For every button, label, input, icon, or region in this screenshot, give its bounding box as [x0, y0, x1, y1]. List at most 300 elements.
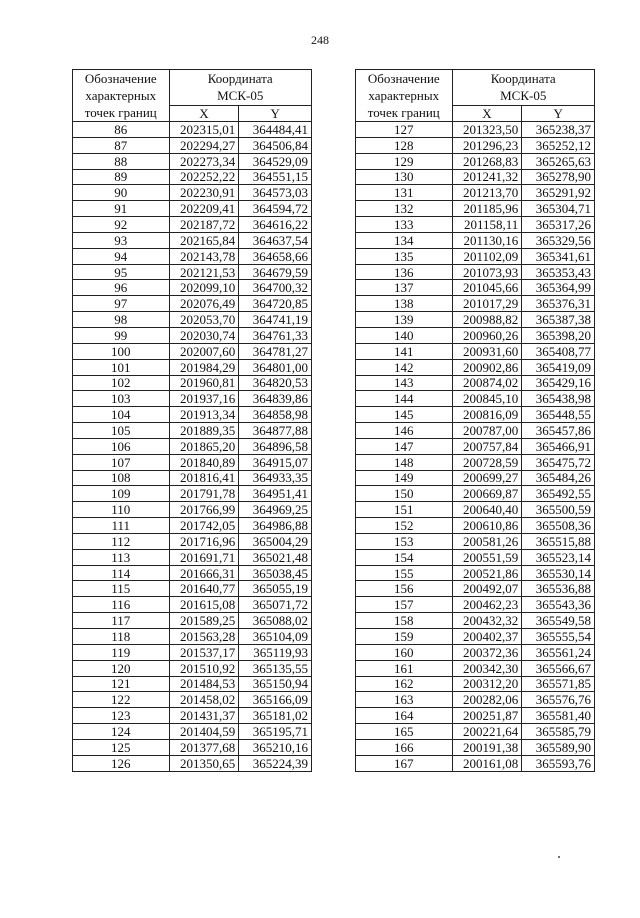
y-cell: 365166,09 [239, 692, 312, 708]
table-row [73, 708, 312, 724]
table-row [73, 739, 312, 755]
point-id-cell: 114 [73, 565, 170, 581]
table-row [356, 248, 595, 264]
point-id-cell: 107 [73, 454, 170, 470]
point-id-cell: 156 [356, 581, 453, 597]
point-id-cell: 104 [73, 407, 170, 423]
table-row [356, 217, 595, 233]
x-cell: 201458,02 [169, 692, 239, 708]
y-cell: 365536,88 [522, 581, 595, 597]
point-id-cell: 96 [73, 280, 170, 296]
x-cell: 201816,41 [169, 470, 239, 486]
x-cell: 200342,30 [452, 660, 522, 676]
point-id-cell: 97 [73, 296, 170, 312]
y-cell: 365364,99 [522, 280, 595, 296]
table-row [356, 549, 595, 565]
y-cell: 364820,53 [239, 375, 312, 391]
table-row [356, 724, 595, 740]
x-cell: 201960,81 [169, 375, 239, 391]
point-id-cell: 91 [73, 201, 170, 217]
x-cell: 200787,00 [452, 423, 522, 439]
point-id-cell: 162 [356, 676, 453, 692]
table-row [356, 597, 595, 613]
table-row [73, 264, 312, 280]
point-id-cell: 152 [356, 518, 453, 534]
table-row [73, 375, 312, 391]
table-row [73, 597, 312, 613]
y-cell: 365224,39 [239, 755, 312, 771]
point-id-cell: 111 [73, 518, 170, 534]
y-cell: 365104,09 [239, 629, 312, 645]
table-row [356, 280, 595, 296]
table-row [73, 454, 312, 470]
page-number: 248 [311, 33, 329, 47]
point-id-cell: 108 [73, 470, 170, 486]
point-id-cell: 117 [73, 613, 170, 629]
x-cell: 202007,60 [169, 343, 239, 359]
table-row [356, 312, 595, 328]
table-row [73, 343, 312, 359]
x-cell: 201510,92 [169, 660, 239, 676]
x-cell: 201130,16 [452, 232, 522, 248]
table-row [356, 533, 595, 549]
y-cell: 365419,09 [522, 359, 595, 375]
x-cell: 200640,40 [452, 502, 522, 518]
table-row [356, 327, 595, 343]
table-row [356, 708, 595, 724]
y-cell: 365543,36 [522, 597, 595, 613]
x-cell: 202121,53 [169, 264, 239, 280]
point-id-cell: 115 [73, 581, 170, 597]
y-cell: 365566,67 [522, 660, 595, 676]
table-row [356, 676, 595, 692]
x-cell: 200221,64 [452, 724, 522, 740]
point-id-cell: 147 [356, 438, 453, 454]
point-id-cell: 146 [356, 423, 453, 439]
y-cell: 364877,88 [239, 423, 312, 439]
table-row [356, 375, 595, 391]
x-cell: 200521,86 [452, 565, 522, 581]
y-cell: 365466,91 [522, 438, 595, 454]
point-id-cell: 103 [73, 391, 170, 407]
x-cell: 201563,28 [169, 629, 239, 645]
x-cell: 200161,08 [452, 755, 522, 771]
y-cell: 365135,55 [239, 660, 312, 676]
table-row [356, 153, 595, 169]
table-row [73, 327, 312, 343]
header-point-label: Обозначение характерных точек границ [73, 70, 170, 122]
x-cell: 200432,32 [452, 613, 522, 629]
table-row [73, 486, 312, 502]
point-id-cell: 155 [356, 565, 453, 581]
y-cell: 364839,86 [239, 391, 312, 407]
table-row [356, 454, 595, 470]
x-cell: 202030,74 [169, 327, 239, 343]
table-row [73, 660, 312, 676]
point-id-cell: 166 [356, 739, 453, 755]
x-cell: 202187,72 [169, 217, 239, 233]
x-cell: 201716,96 [169, 533, 239, 549]
x-cell: 202273,34 [169, 153, 239, 169]
point-id-cell: 116 [73, 597, 170, 613]
table-row [356, 169, 595, 185]
table-row [73, 359, 312, 375]
point-id-cell: 150 [356, 486, 453, 502]
y-cell: 365317,26 [522, 217, 595, 233]
point-id-cell: 110 [73, 502, 170, 518]
y-cell: 364761,33 [239, 327, 312, 343]
point-id-cell: 109 [73, 486, 170, 502]
x-cell: 201589,25 [169, 613, 239, 629]
table-row [73, 518, 312, 534]
point-id-cell: 127 [356, 122, 453, 138]
table-row [73, 581, 312, 597]
table-row [73, 122, 312, 138]
y-cell: 364720,85 [239, 296, 312, 312]
point-id-cell: 102 [73, 375, 170, 391]
point-id-cell: 87 [73, 137, 170, 153]
point-id-cell: 86 [73, 122, 170, 138]
y-cell: 365549,58 [522, 613, 595, 629]
table-row [73, 755, 312, 771]
y-cell: 365119,93 [239, 644, 312, 660]
y-cell: 365181,02 [239, 708, 312, 724]
table-row [356, 185, 595, 201]
x-cell: 201766,99 [169, 502, 239, 518]
point-id-cell: 159 [356, 629, 453, 645]
point-id-cell: 92 [73, 217, 170, 233]
table-row [73, 613, 312, 629]
y-cell: 365341,61 [522, 248, 595, 264]
coordinates-table-left [72, 69, 312, 772]
x-cell: 200402,37 [452, 629, 522, 645]
table-row [356, 201, 595, 217]
table-row [73, 280, 312, 296]
table-row [73, 153, 312, 169]
x-cell: 202143,78 [169, 248, 239, 264]
point-id-cell: 88 [73, 153, 170, 169]
x-cell: 200931,60 [452, 343, 522, 359]
y-cell: 365484,26 [522, 470, 595, 486]
point-id-cell: 90 [73, 185, 170, 201]
x-cell: 201045,66 [452, 280, 522, 296]
x-cell: 201404,59 [169, 724, 239, 740]
y-cell: 364781,27 [239, 343, 312, 359]
x-cell: 202294,27 [169, 137, 239, 153]
y-cell: 365561,24 [522, 644, 595, 660]
header-x: X [169, 105, 239, 121]
header-point-label: Обозначение характерных точек границ [356, 70, 453, 122]
y-cell: 365508,36 [522, 518, 595, 534]
table-row [73, 423, 312, 439]
table-row [356, 391, 595, 407]
point-id-cell: 95 [73, 264, 170, 280]
x-cell: 201865,20 [169, 438, 239, 454]
point-id-cell: 132 [356, 201, 453, 217]
table-row [356, 565, 595, 581]
table-row [356, 438, 595, 454]
y-cell: 365429,16 [522, 375, 595, 391]
table-row [73, 169, 312, 185]
point-id-cell: 154 [356, 549, 453, 565]
y-cell: 365088,02 [239, 613, 312, 629]
x-cell: 201615,08 [169, 597, 239, 613]
table-row [356, 296, 595, 312]
point-id-cell: 123 [73, 708, 170, 724]
y-cell: 364573,03 [239, 185, 312, 201]
point-id-cell: 139 [356, 312, 453, 328]
table-row [73, 217, 312, 233]
y-cell: 365555,54 [522, 629, 595, 645]
x-cell: 202230,91 [169, 185, 239, 201]
point-id-cell: 122 [73, 692, 170, 708]
x-cell: 200728,59 [452, 454, 522, 470]
y-cell: 365252,12 [522, 137, 595, 153]
y-cell: 365492,55 [522, 486, 595, 502]
table-row [73, 407, 312, 423]
x-cell: 201017,29 [452, 296, 522, 312]
y-cell: 364801,00 [239, 359, 312, 375]
point-id-cell: 134 [356, 232, 453, 248]
point-id-cell: 121 [73, 676, 170, 692]
point-id-cell: 164 [356, 708, 453, 724]
y-cell: 365265,63 [522, 153, 595, 169]
point-id-cell: 89 [73, 169, 170, 185]
point-id-cell: 93 [73, 232, 170, 248]
x-cell: 201323,50 [452, 122, 522, 138]
y-cell: 364700,32 [239, 280, 312, 296]
table-row [73, 549, 312, 565]
y-cell: 364986,88 [239, 518, 312, 534]
y-cell: 365376,31 [522, 296, 595, 312]
y-cell: 364658,66 [239, 248, 312, 264]
table-body-right [356, 122, 595, 772]
point-id-cell: 143 [356, 375, 453, 391]
y-cell: 365585,79 [522, 724, 595, 740]
x-cell: 200874,02 [452, 375, 522, 391]
point-id-cell: 101 [73, 359, 170, 375]
x-cell: 200581,26 [452, 533, 522, 549]
y-cell: 365408,77 [522, 343, 595, 359]
x-cell: 200669,87 [452, 486, 522, 502]
table-row [73, 629, 312, 645]
y-cell: 365329,56 [522, 232, 595, 248]
table-body-left [73, 122, 312, 772]
point-id-cell: 100 [73, 343, 170, 359]
y-cell: 364529,09 [239, 153, 312, 169]
y-cell: 364896,58 [239, 438, 312, 454]
point-id-cell: 124 [73, 724, 170, 740]
table-row [356, 739, 595, 755]
x-cell: 200251,87 [452, 708, 522, 724]
y-cell: 364741,19 [239, 312, 312, 328]
header-y: Y [522, 105, 595, 121]
point-id-cell: 151 [356, 502, 453, 518]
table-row [356, 518, 595, 534]
y-cell: 365593,76 [522, 755, 595, 771]
table-row [356, 755, 595, 771]
x-cell: 200492,07 [452, 581, 522, 597]
x-cell: 201102,09 [452, 248, 522, 264]
y-cell: 364551,15 [239, 169, 312, 185]
y-cell: 364679,59 [239, 264, 312, 280]
x-cell: 200191,38 [452, 739, 522, 755]
point-id-cell: 144 [356, 391, 453, 407]
y-cell: 365523,14 [522, 549, 595, 565]
point-id-cell: 131 [356, 185, 453, 201]
table-row [73, 232, 312, 248]
table-row [73, 296, 312, 312]
y-cell: 364969,25 [239, 502, 312, 518]
y-cell: 365021,48 [239, 549, 312, 565]
table-row [73, 185, 312, 201]
header-coordinate-label: Координата МСК-05 [452, 70, 595, 106]
y-cell: 365398,20 [522, 327, 595, 343]
y-cell: 365571,85 [522, 676, 595, 692]
point-id-cell: 129 [356, 153, 453, 169]
table-row [356, 137, 595, 153]
table-row [73, 692, 312, 708]
y-cell: 364506,84 [239, 137, 312, 153]
table-row [73, 137, 312, 153]
y-cell: 365238,37 [522, 122, 595, 138]
table-row [356, 486, 595, 502]
x-cell: 201484,53 [169, 676, 239, 692]
table-row [356, 470, 595, 486]
point-id-cell: 112 [73, 533, 170, 549]
y-cell: 364951,41 [239, 486, 312, 502]
y-cell: 365055,19 [239, 581, 312, 597]
table-row [356, 581, 595, 597]
x-cell: 200845,10 [452, 391, 522, 407]
y-cell: 365004,29 [239, 533, 312, 549]
table-row [356, 343, 595, 359]
table-row [73, 533, 312, 549]
y-cell: 364915,07 [239, 454, 312, 470]
y-cell: 365457,86 [522, 423, 595, 439]
point-id-cell: 161 [356, 660, 453, 676]
point-id-cell: 137 [356, 280, 453, 296]
y-cell: 364637,54 [239, 232, 312, 248]
point-id-cell: 158 [356, 613, 453, 629]
point-id-cell: 136 [356, 264, 453, 280]
y-cell: 365576,76 [522, 692, 595, 708]
y-cell: 365150,94 [239, 676, 312, 692]
table-row [73, 391, 312, 407]
point-id-cell: 94 [73, 248, 170, 264]
x-cell: 201742,05 [169, 518, 239, 534]
x-cell: 202315,01 [169, 122, 239, 138]
x-cell: 200462,23 [452, 597, 522, 613]
y-cell: 365353,43 [522, 264, 595, 280]
x-cell: 202099,10 [169, 280, 239, 296]
x-cell: 201984,29 [169, 359, 239, 375]
x-cell: 200610,86 [452, 518, 522, 534]
point-id-cell: 145 [356, 407, 453, 423]
point-id-cell: 133 [356, 217, 453, 233]
y-cell: 364594,72 [239, 201, 312, 217]
point-id-cell: 167 [356, 755, 453, 771]
x-cell: 201158,11 [452, 217, 522, 233]
x-cell: 200816,09 [452, 407, 522, 423]
x-cell: 201377,68 [169, 739, 239, 755]
y-cell: 365195,71 [239, 724, 312, 740]
point-id-cell: 120 [73, 660, 170, 676]
table-row [356, 407, 595, 423]
y-cell: 365589,90 [522, 739, 595, 755]
x-cell: 201296,23 [452, 137, 522, 153]
y-cell: 365291,92 [522, 185, 595, 201]
point-id-cell: 118 [73, 629, 170, 645]
x-cell: 201185,96 [452, 201, 522, 217]
x-cell: 202053,70 [169, 312, 239, 328]
point-id-cell: 157 [356, 597, 453, 613]
point-id-cell: 106 [73, 438, 170, 454]
x-cell: 201073,93 [452, 264, 522, 280]
x-cell: 202209,41 [169, 201, 239, 217]
table-row [356, 660, 595, 676]
y-cell: 365210,16 [239, 739, 312, 755]
table-row [356, 359, 595, 375]
y-cell: 365448,55 [522, 407, 595, 423]
table-row [73, 644, 312, 660]
x-cell: 201666,31 [169, 565, 239, 581]
x-cell: 201350,65 [169, 755, 239, 771]
x-cell: 201913,34 [169, 407, 239, 423]
table-row [73, 676, 312, 692]
point-id-cell: 165 [356, 724, 453, 740]
table-row [356, 692, 595, 708]
x-cell: 200699,27 [452, 470, 522, 486]
header-coordinate-label: Координата МСК-05 [169, 70, 312, 106]
point-id-cell: 149 [356, 470, 453, 486]
header-y: Y [239, 105, 312, 121]
y-cell: 364616,22 [239, 217, 312, 233]
y-cell: 365515,88 [522, 533, 595, 549]
point-id-cell: 130 [356, 169, 453, 185]
table-row [356, 264, 595, 280]
x-cell: 200312,20 [452, 676, 522, 692]
point-id-cell: 160 [356, 644, 453, 660]
x-cell: 200551,59 [452, 549, 522, 565]
point-id-cell: 148 [356, 454, 453, 470]
table-row [356, 644, 595, 660]
y-cell: 364858,98 [239, 407, 312, 423]
header-x: X [452, 105, 522, 121]
y-cell: 365278,90 [522, 169, 595, 185]
table-row [73, 724, 312, 740]
table-row [356, 613, 595, 629]
point-id-cell: 99 [73, 327, 170, 343]
x-cell: 202165,84 [169, 232, 239, 248]
x-cell: 200988,82 [452, 312, 522, 328]
y-cell: 365475,72 [522, 454, 595, 470]
y-cell: 365304,71 [522, 201, 595, 217]
point-id-cell: 153 [356, 533, 453, 549]
table-row [73, 248, 312, 264]
x-cell: 200282,06 [452, 692, 522, 708]
y-cell: 365581,40 [522, 708, 595, 724]
table-row [73, 201, 312, 217]
table-row [356, 629, 595, 645]
point-id-cell: 138 [356, 296, 453, 312]
x-cell: 202252,22 [169, 169, 239, 185]
point-id-cell: 128 [356, 137, 453, 153]
x-cell: 202076,49 [169, 296, 239, 312]
table-row [73, 312, 312, 328]
point-id-cell: 113 [73, 549, 170, 565]
y-cell: 364933,35 [239, 470, 312, 486]
